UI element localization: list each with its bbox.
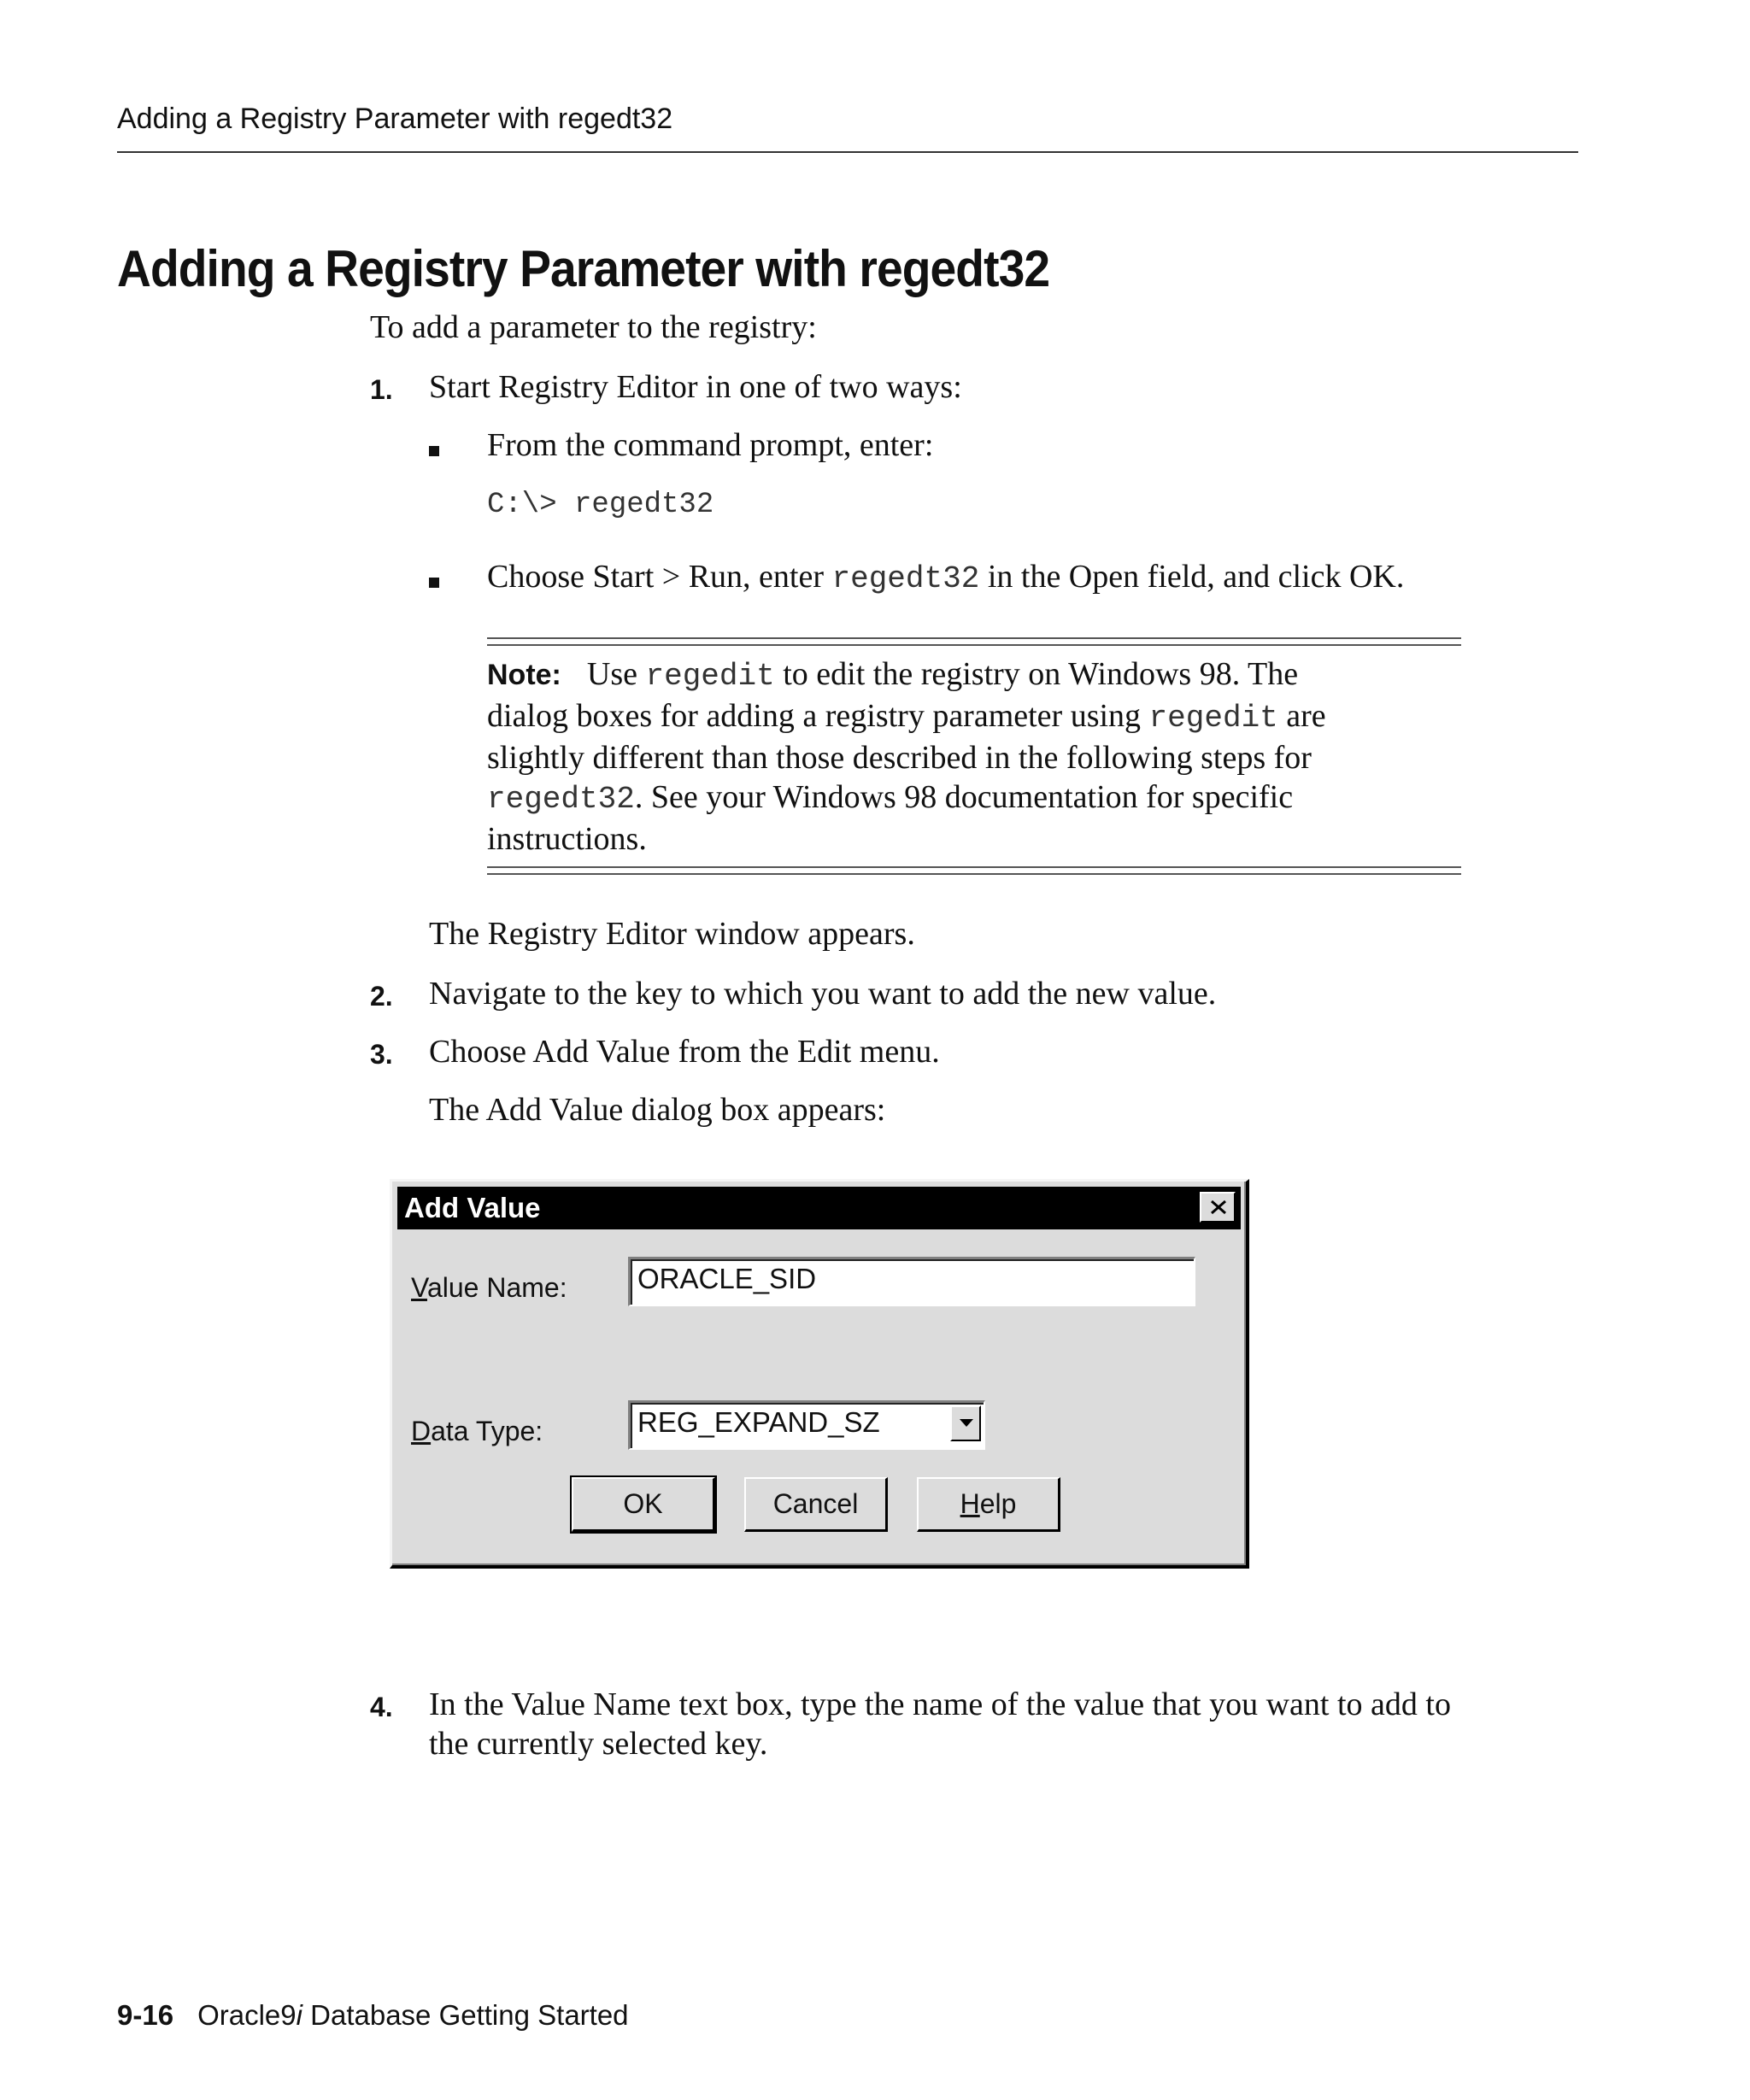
step-number: 4.: [370, 1692, 393, 1722]
step-text-continued: the currently selected key.: [429, 1726, 768, 1762]
step-number: 3.: [370, 1039, 393, 1070]
dialog-title: Add Value: [404, 1192, 541, 1223]
step-number: 2.: [370, 981, 393, 1012]
value-name-input[interactable]: ORACLE_SID: [628, 1257, 1195, 1306]
note-rule-top: [487, 637, 1461, 646]
data-type-label: Data Type:: [411, 1416, 543, 1446]
close-icon: [1210, 1200, 1227, 1215]
bullet-text: From the command prompt, enter:: [487, 427, 934, 463]
page-footer: [117, 1999, 629, 2032]
page-number: 9-16: [117, 1999, 174, 2031]
dialog-titlebar[interactable]: [397, 1187, 1241, 1229]
step-text: Choose Add Value from the Edit menu.: [429, 1034, 940, 1070]
step-number: 1.: [370, 374, 393, 405]
inline-code: regedt32: [831, 561, 980, 596]
step-text: In the Value Name text box, type the name of the value that you want to add to: [429, 1686, 1451, 1722]
step-subtext: The Add Value dialog box appears:: [429, 1092, 886, 1128]
page-title: Adding a Registry Parameter with regedt32: [117, 240, 1050, 297]
value-name-label: Value Name:: [411, 1272, 567, 1303]
bullet-icon: [429, 578, 439, 588]
cancel-button[interactable]: Cancel: [744, 1477, 888, 1532]
note-block: Note: Use regedit to edit the registry on Windows 98. The dialog boxes for adding a registry parameter using regedit are slightly different than those described in the following steps for regedt32. See your Windows 98 documentation for specific instructions.: [487, 656, 1326, 857]
intro-text: To add a parameter to the registry:: [370, 309, 817, 345]
bullet-icon: [429, 446, 439, 456]
note-rule-bottom: [487, 866, 1461, 875]
after-note-text: The Registry Editor window appears.: [429, 916, 915, 952]
bullet-text: Choose Start > Run, enter regedt32 in the Open field, and click OK.: [487, 559, 1405, 596]
note-label: Note:: [487, 659, 561, 691]
code-line: C:\> regedt32: [487, 489, 714, 521]
step-text: Navigate to the key to which you want to add the new value.: [429, 976, 1217, 1012]
add-value-dialog: [390, 1179, 1249, 1569]
chevron-down-icon: [960, 1419, 973, 1428]
data-type-select[interactable]: REG_EXPAND_SZ: [628, 1400, 985, 1450]
help-button[interactable]: Help: [917, 1477, 1060, 1532]
running-header: Adding a Registry Parameter with regedt32: [117, 103, 673, 135]
ok-button[interactable]: OK: [572, 1477, 715, 1532]
step-text: Start Registry Editor in one of two ways:: [429, 369, 962, 405]
close-button[interactable]: [1200, 1192, 1236, 1223]
book-title: Oracle9i Database Getting Started: [197, 1999, 629, 2031]
dropdown-button[interactable]: [950, 1405, 981, 1441]
header-rule: [117, 151, 1578, 153]
